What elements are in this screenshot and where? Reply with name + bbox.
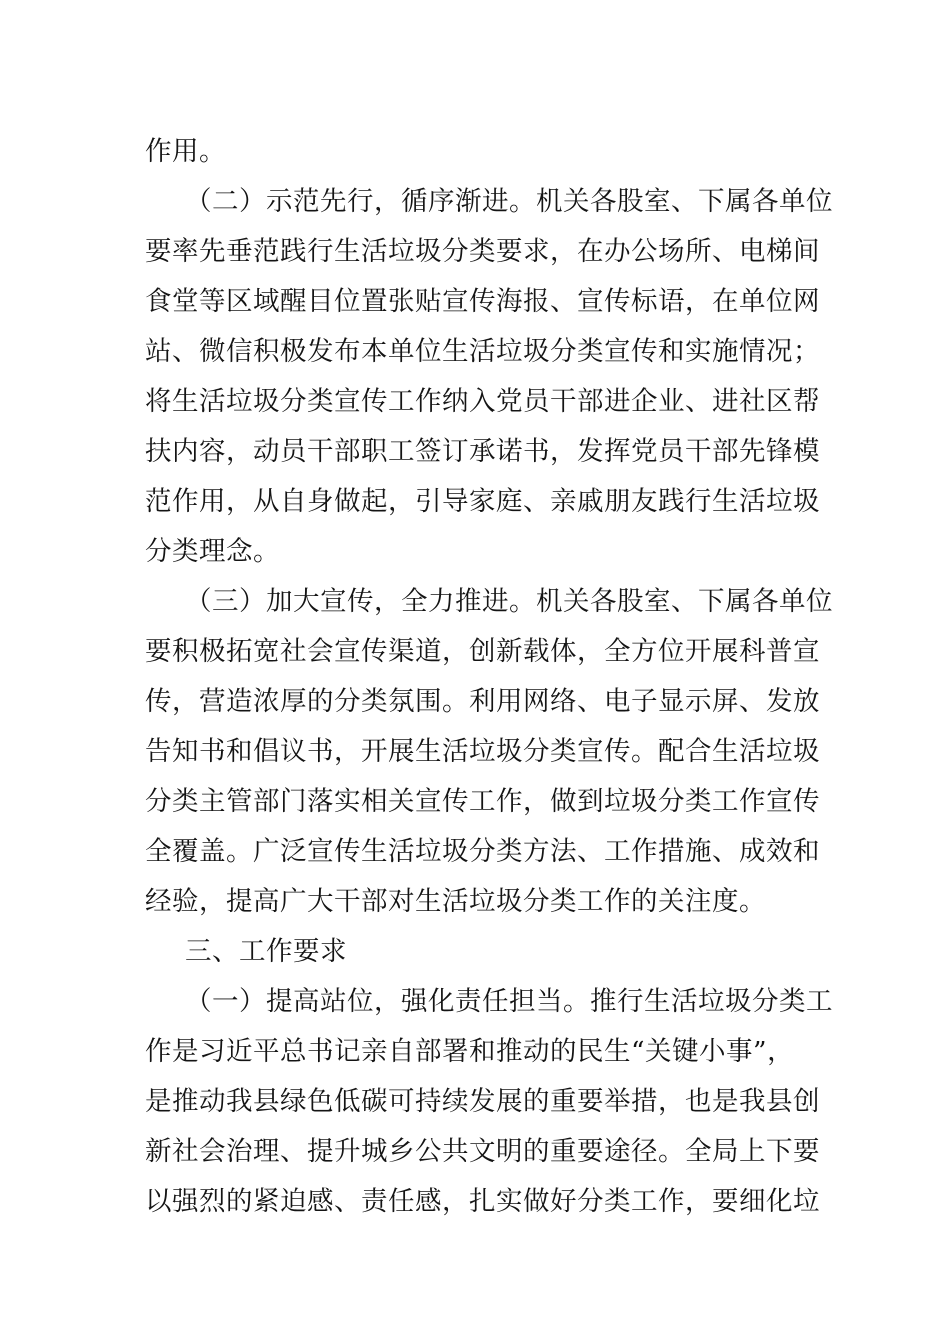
text-line: 范作用，从自身做起，引导家庭、亲戚朋友践行生活垃圾 xyxy=(145,486,820,517)
text-line: 以强烈的紧迫感、责任感，扎实做好分类工作，要细化垃 xyxy=(145,1186,820,1217)
text-line: 要积极拓宽社会宣传渠道，创新载体，全方位开展科普宣 xyxy=(145,636,820,667)
text-line: 分类主管部门落实相关宣传工作，做到垃圾分类工作宣传 xyxy=(145,786,820,817)
section-heading: 三、工作要求 xyxy=(185,936,347,967)
text-line: 扶内容，动员干部职工签订承诺书，发挥党员干部先锋模 xyxy=(145,436,820,467)
text-line: 作是习近平总书记亲自部署和推动的民生“关键小事”， xyxy=(145,1036,795,1067)
paragraph-heading-line: （三）加大宣传，全力推进。机关各股室、下属各单位 xyxy=(185,586,833,617)
text-line: 传，营造浓厚的分类氛围。利用网络、电子显示屏、发放 xyxy=(145,686,820,717)
text-line: 食堂等区域醒目位置张贴宣传海报、宣传标语，在单位网 xyxy=(145,286,820,317)
text-line: 是推动我县绿色低碳可持续发展的重要举措，也是我县创 xyxy=(145,1086,820,1117)
text-line: 分类理念。 xyxy=(145,536,280,567)
text-line: 经验，提高广大干部对生活垃圾分类工作的关注度。 xyxy=(145,886,766,917)
text-line: 告知书和倡议书，开展生活垃圾分类宣传。配合生活垃圾 xyxy=(145,736,820,767)
text-line: 要率先垂范践行生活垃圾分类要求，在办公场所、电梯间 xyxy=(145,236,820,267)
text-line: 作用。 xyxy=(145,136,226,167)
paragraph-heading-line: （二）示范先行，循序渐进。机关各股室、下属各单位 xyxy=(185,186,833,217)
text-line: 站、微信积极发布本单位生活垃圾分类宣传和实施情况； xyxy=(145,336,820,367)
paragraph-heading-line: （一）提高站位，强化责任担当。推行生活垃圾分类工 xyxy=(185,986,833,1017)
text-line: 全覆盖。广泛宣传生活垃圾分类方法、工作措施、成效和 xyxy=(145,836,820,867)
text-line: 将生活垃圾分类宣传工作纳入党员干部进企业、进社区帮 xyxy=(145,386,820,417)
text-line: 新社会治理、提升城乡公共文明的重要途径。全局上下要 xyxy=(145,1136,820,1167)
